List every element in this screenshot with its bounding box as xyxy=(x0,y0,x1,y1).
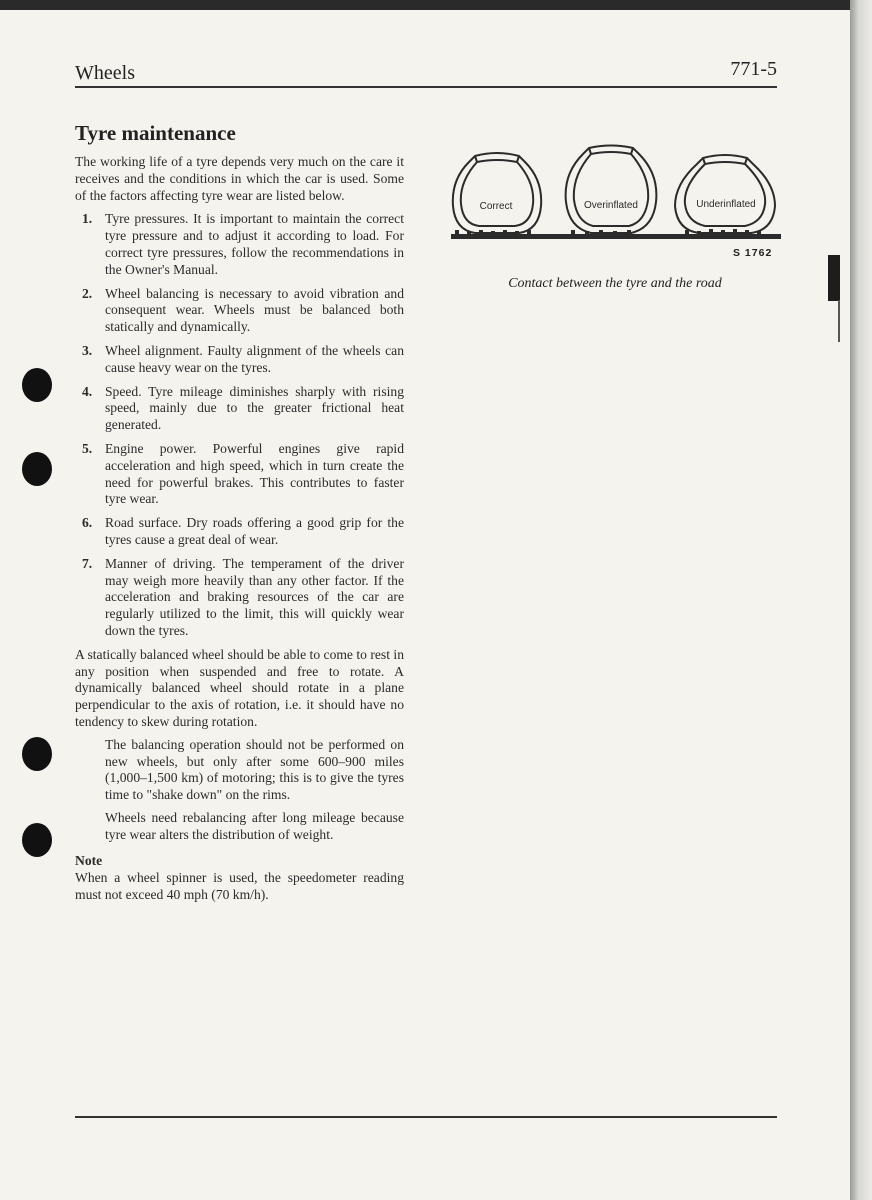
rebalancing-paragraph: Wheels need rebalancing after long mileage because tyre wear alters the distribution of weight. xyxy=(105,809,404,842)
balancing-timing-paragraph: The balancing operation should not be performed on new wheels, but only after some 600–900 miles (1,000–1,500 km) of motoring; this is to give the tyres time to "shake down" on the rims. xyxy=(105,736,404,803)
item-number: 5. xyxy=(82,440,93,456)
binder-hole xyxy=(22,737,52,771)
list-item xyxy=(75,515,404,549)
item-number: 4. xyxy=(82,383,93,399)
intro-paragraph: The working life of a tyre depends very much on the care it receives and the conditions in which the car is used. Some of the factors affecting tyre wear are listed below. xyxy=(75,154,404,203)
item-text: Road surface. Dry roads offering a good grip for the tyres cause a great deal of wear. xyxy=(105,515,404,547)
item-number: 6. xyxy=(82,515,93,531)
tyre-wear-factors-list xyxy=(75,211,404,639)
section-tab-line xyxy=(838,300,840,342)
binder-hole xyxy=(22,823,52,857)
list-item xyxy=(75,343,404,377)
figure-code: S 1762 xyxy=(733,247,773,259)
header-rule xyxy=(75,86,777,88)
list-item xyxy=(75,286,404,336)
label-overinflated: Overinflated xyxy=(584,200,638,211)
item-text: Wheel alignment. Faulty alignment of the wheels can cause heavy wear on the tyres. xyxy=(105,342,404,375)
list-item xyxy=(75,556,404,640)
list-item xyxy=(75,384,404,434)
item-number: 1. xyxy=(82,211,93,227)
section-tab-marker xyxy=(828,255,840,301)
page-number: 771-5 xyxy=(730,58,777,80)
item-number: 3. xyxy=(82,342,93,358)
binder-hole xyxy=(22,368,52,402)
chapter-title: Wheels xyxy=(75,62,135,84)
note-heading: Note xyxy=(75,853,103,869)
list-item xyxy=(75,441,404,508)
overinflated-tyre xyxy=(566,146,657,234)
balance-paragraph: A statically balanced wheel should be able to come to rest in any position when suspended and free to rotate. A dynamically balanced wheel should rotate in a plane perpendicular to the axis of rotation, i.e. it should have no tendency to skew during rotation. xyxy=(75,646,404,729)
item-text: Wheel balancing is necessary to avoid vibration and consequent wear. Wheels must be balanced both statically and dynamically. xyxy=(105,285,404,335)
item-text: Manner of driving. The temperament of the driver may weigh more heavily than any other factor. If the acceleration and braking resources of the car are regularly utilized to the limit, this will quickly wear down the tyres. xyxy=(105,555,404,638)
binder-hole xyxy=(22,452,52,486)
item-text: Engine power. Powerful engines give rapid acceleration and high speed, which in turn create the need for powerful brakes. This contributes to faster tyre wear. xyxy=(105,440,404,507)
item-number: 2. xyxy=(82,285,93,301)
underinflated-tyre xyxy=(675,155,775,233)
main-text-column xyxy=(75,120,404,904)
item-text: Tyre pressures. It is important to maintain the correct tyre pressure and to adjust it according to load. For correct tyre pressures, follow the recommendations in the Owner's Manual. xyxy=(105,211,404,277)
note-text: When a wheel spinner is used, the speedometer reading must not exceed 40 mph (70 km/h). xyxy=(75,870,404,903)
section-title: Tyre maintenance xyxy=(75,121,236,145)
figure-caption: Contact between the tyre and the road xyxy=(508,276,722,291)
item-number: 7. xyxy=(82,555,93,571)
road-surface xyxy=(451,234,781,239)
page-edge-shadow xyxy=(850,0,872,1200)
list-item xyxy=(75,211,404,278)
correct-tyre xyxy=(453,153,541,233)
label-underinflated: Underinflated xyxy=(696,199,756,210)
item-text: Speed. Tyre mileage diminishes sharply with rising speed, mainly due to the greater frictional heat generated. xyxy=(105,383,404,433)
footer-rule xyxy=(75,1116,777,1118)
label-correct: Correct xyxy=(479,201,513,212)
